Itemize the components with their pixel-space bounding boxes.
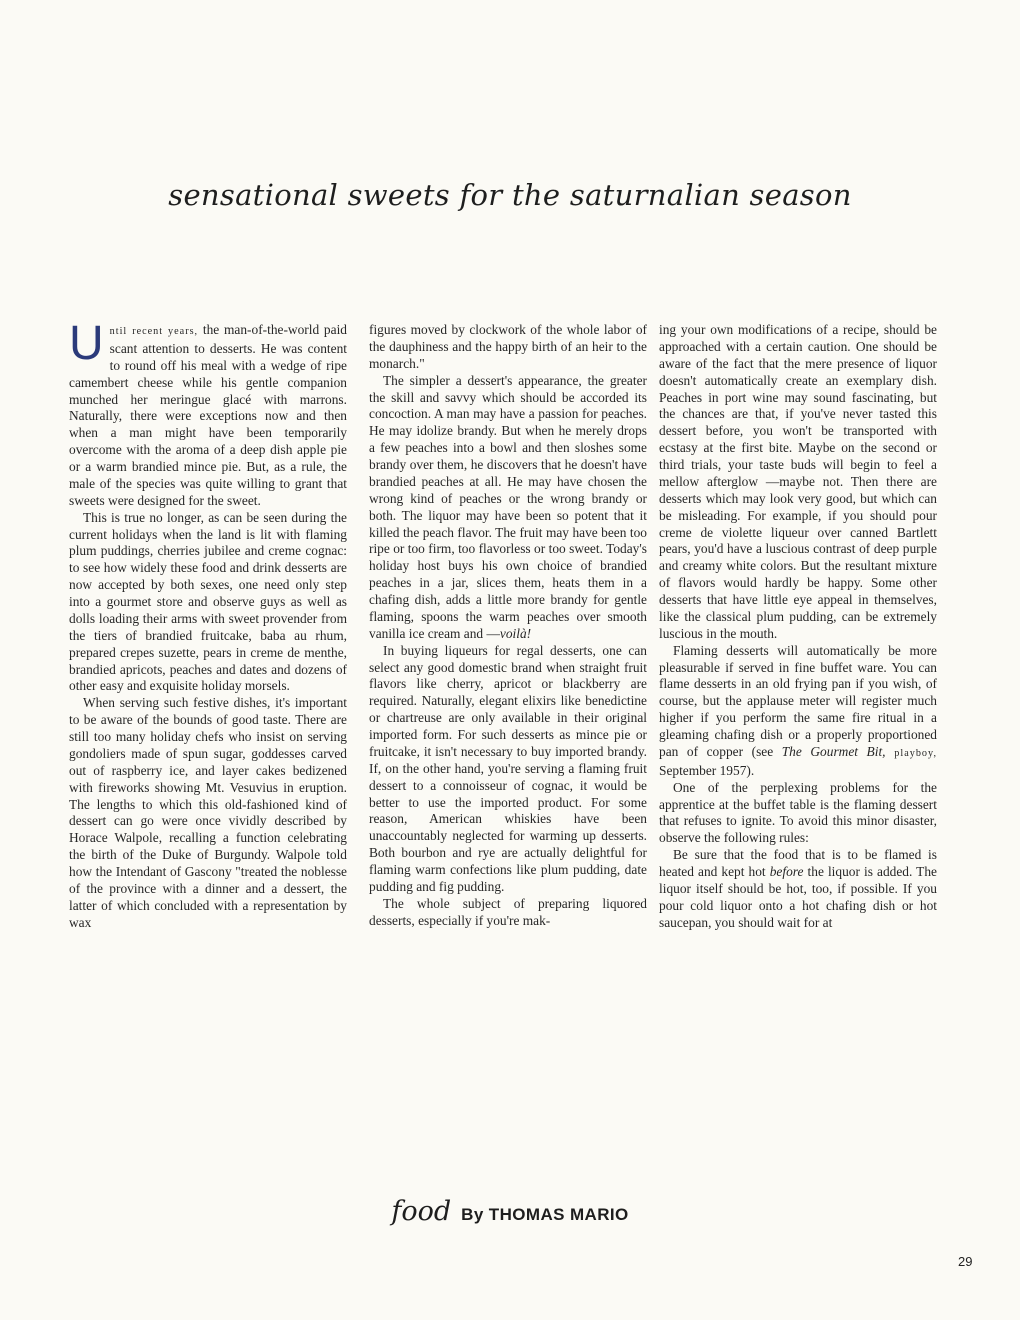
paragraph-text: Be sure that the food that is to be flamed is heated and kept hot: [659, 847, 937, 879]
italic-text: voilà!: [499, 625, 532, 641]
article-title: sensational sweets for the saturnalian season: [168, 178, 852, 212]
paragraph-text: In buying liqueurs for regal desserts, one can select any good domestic brand when straight fruit flavors like cherry, apricot or blackberry are required. Naturally, elegant elixirs like benedictine or chartreuse are only available in their original imported form. For such desserts as mince pie or fruitcake, it isn't necessary to buy imported brandy. If, on the other hand, you're serving a flaming fruit dessert to a connoisseur of cognac, it would be better to use the imported product. For some reason, American whiskies have been unaccountably neglected for warming up desserts. Both bourbon and rye are actually delightful for flaming warm confections like plum pudding, date pudding and fig pudding.: [369, 642, 647, 894]
author-name: By THOMAS MARIO: [461, 1205, 629, 1224]
paragraph: [659, 780, 937, 848]
paragraph: [369, 896, 647, 930]
paragraph-text: One of the perplexing problems for the apprentice at the buffet table is the flaming dessert that refuses to ignite. To avoid this minor disaster, observe the following rules:: [659, 779, 937, 846]
page-number: 29: [958, 1254, 973, 1269]
drop-cap: U: [69, 317, 104, 370]
lead-in-smallcaps: ntil recent years,: [109, 326, 199, 337]
paragraph: [69, 510, 347, 696]
byline: [0, 1196, 1020, 1227]
text-column-3: [659, 322, 937, 932]
paragraph-text: Flaming desserts will automatically be more pleasurable if served in fine buffet ware. You can flame desserts in an old frying pan if you wish, of course, but the applause meter will register much higher if you perform the same fire ritual in a gleaming chafing dish or a properly proportioned pan of copper (see: [659, 642, 937, 759]
paragraph-text: The whole subject of preparing liquored desserts, especially if you're mak-: [369, 895, 647, 928]
section-label: food: [391, 1196, 452, 1227]
paragraph-text: This is true no longer, as can be seen during the current holidays when the land is lit with flaming plum puddings, cherries jubilee and creme cognac: to see how widely these food and drink desserts are now accepted by both sexes, one need only step into a gourmet store and observe guys as well as dolls loading their arms with sweet provender from the tiers of brandied fruitcake, baba au rhum, prepared crepes suzette, pears in creme de menthe, brandied apricots, peaches and dates and dozens of other easy and exquisite holiday morsels.: [69, 509, 347, 694]
paragraph: [659, 322, 937, 643]
italic-text: The Gourmet Bit,: [781, 743, 886, 759]
paragraph: [69, 695, 347, 931]
paragraph: [369, 373, 647, 643]
text-column-2: [369, 322, 647, 930]
paragraph: [69, 317, 347, 510]
paragraph-text: When serving such festive dishes, it's important to be aware of the bounds of good taste. There are still too many holiday chefs who insist on serving gondoliers made of spun sugar, goddesses carved out of raspberry ice, and layer cakes bedizened with fireworks showing Mt. Vesuvius in eruption. The lengths to which this old-fashioned kind of dessert can go were once vividly described by Horace Walpole, recalling a function celebrating the birth of the Duke of Burgundy. Walpole told how the Intendant of Gascony "treated the noblesse of the province with a dinner and a dessert, the latter of which concluded with a representation by wax: [69, 695, 347, 930]
paragraph: [369, 322, 647, 373]
paragraph-text: the liquor is added. The liquor itself should be hot, too, if possible. If you pour cold liquor onto a hot chafing dish or hot saucepan, you should wait for at: [659, 864, 937, 930]
italic-text: before: [769, 864, 804, 879]
paragraph: [369, 643, 647, 896]
paragraph-text: The simpler a dessert's appearance, the greater the skill and savvy which should be accorded its concoction. A man may have a passion for peaches. He may idolize brandy. But when he merely drops a few peaches into a bowl and then sloshes some brandy over them, he discovers that he doesn't have brandied peaches at all. He may have chosen the wrong kind of peaches or the wrong brandy or both. The liquor may have been so potent that it killed the peach flavor. The fruit may have been too ripe or too firm, too flavorless or too sweet. Today's holiday host buys his own choice of brandied peaches in a jar, slices them, heats them in a chafing dish, adds a little more brandy for gentle flaming, spoons the warm peaches over smooth vanilla ice cream and —: [369, 372, 647, 641]
text-column-1: [69, 317, 347, 932]
smallcaps-text: playboy,: [885, 747, 937, 759]
paragraph-text: September 1957).: [659, 762, 755, 778]
paragraph: [659, 847, 937, 931]
paragraph-text: the man-of-the-world paid scant attention to desserts. He was content to round off his meal with a wedge of ripe camembert cheese while his gentle companion munched her meringue glacé with marrons. Naturally, there were exceptions now and then when a man might have been temporarily overcome with the aroma of a deep dish apple pie or a warm brandied mince pie. But, as a rule, the male of the species was quite willing to grant that sweets were designed for the sweet.: [69, 322, 347, 508]
paragraph: [659, 643, 937, 780]
paragraph-text: figures moved by clockwork of the whole labor of the dauphiness and the happy birth of an heir to the monarch.": [369, 322, 647, 371]
paragraph-text: ing your own modifications of a recipe, should be approached with a certain caution. One should be aware of the fact that the mere presence of liquor doesn't automatically create an exemplary dish. Peaches in port wine may sound fascinating, but the chances are that, if you've never tasted this dessert before, you won't be transported with ecstasy at the first bite. Maybe on the second or third trials, your taste buds will begin to feel a mellow afterglow —maybe not. Then there are desserts which may look very good, but which can be misleading. For example, if you should pour creme de violette liqueur over canned Bartlett pears, you'd have a luscious contrast of deep purple and creamy white colors. But the resultant mixture of flavors would hardly be happy. Some other desserts that have little eye appeal in themselves, like the classical plum pudding, can be extremely luscious in the mouth.: [659, 322, 937, 641]
